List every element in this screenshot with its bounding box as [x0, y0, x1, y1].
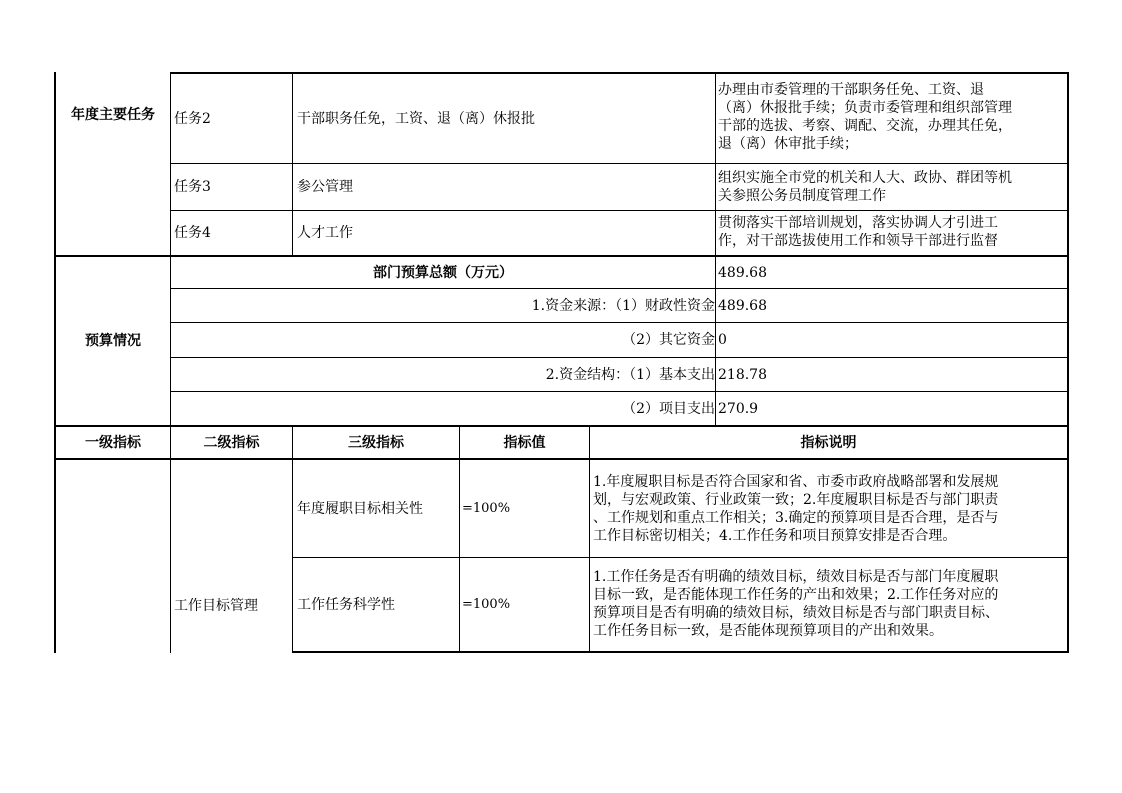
indicator-level3: 年度履职目标相关性	[297, 500, 423, 517]
budget-row-label: 1.资金来源：（1）财政性资金	[531, 297, 715, 314]
budget-row-value: 0	[718, 332, 727, 348]
grid-line	[715, 72, 716, 425]
header-level3: 三级指标	[348, 434, 404, 451]
budget-total-value: 489.68	[718, 264, 767, 281]
indicator-description: 1.年度履职目标是否符合国家和省、市委市政府战略部署和发展规 划，与宏观政策、行业政策一致；2.年度履职目标是否与部门职责 、工作规划和重点工作相关；3.确定的预算项目是否合理，是否与 工作目标密切相关；4.工作任务和项目预算安排是否合理。	[593, 474, 999, 544]
grid-line	[292, 651, 1069, 653]
task-number: 任务3	[174, 179, 211, 195]
task-name: 干部职务任免，工资、退（离）休报批	[297, 110, 535, 127]
task-number: 任务2	[174, 110, 211, 127]
task-number: 任务4	[174, 225, 211, 241]
indicator-value: =100%	[462, 596, 511, 612]
budget-row-label: 2.资金结构：（1）基本支出	[545, 366, 715, 383]
indicator-level3: 工作任务科学性	[297, 596, 395, 613]
budget-row-value: 489.68	[718, 297, 767, 314]
header-value: 指标值	[503, 434, 546, 451]
budget-row-value: 270.9	[718, 400, 759, 417]
budget-row-label: （2）项目支出	[622, 400, 715, 417]
budget-row-label: （2）其它资金	[622, 332, 715, 348]
header-level2: 二级指标	[203, 434, 260, 451]
budget-section-label: 预算情况	[85, 333, 141, 349]
indicator-level2: 工作目标管理	[174, 597, 258, 614]
header-level1: 一级指标	[85, 434, 141, 451]
task-name: 参公管理	[297, 179, 353, 195]
task-description: 办理由市委管理的干部职务任免、工资、退 （离）休报批手续；负责市委管理和组织部管理 干部的选拔、考察、调配、交流，办理其任免， 退（离）休审批手续；	[718, 82, 1012, 152]
task-name: 人才工作	[297, 225, 353, 241]
budget-row-value: 218.78	[718, 366, 767, 383]
indicator-description: 1.工作任务是否有明确的绩效目标，绩效目标是否与部门年度履职 目标一致，是否能体现工作任务的产出和效果；2.工作任务对应的 预算项目是否有明确的绩效目标，绩效目标是否与部门职责目标、 工作任务目标一致，是否能体现预算项目的产出和效果。	[593, 569, 999, 639]
indicator-value: =100%	[462, 500, 511, 516]
header-description: 指标说明	[800, 434, 857, 451]
task-description: 贯彻落实干部培训规划，落实协调人才引进工 作，对干部选拔使用工作和领导干部进行监督	[718, 215, 998, 249]
grid-line	[1067, 72, 1069, 653]
budget-total-label: 部门预算总额（万元）	[373, 264, 513, 281]
tasks-section-label: 年度主要任务	[71, 107, 155, 123]
task-description: 组织实施全市党的机关和人大、政协、群团等机 关参照公务员制度管理工作	[718, 170, 1012, 204]
